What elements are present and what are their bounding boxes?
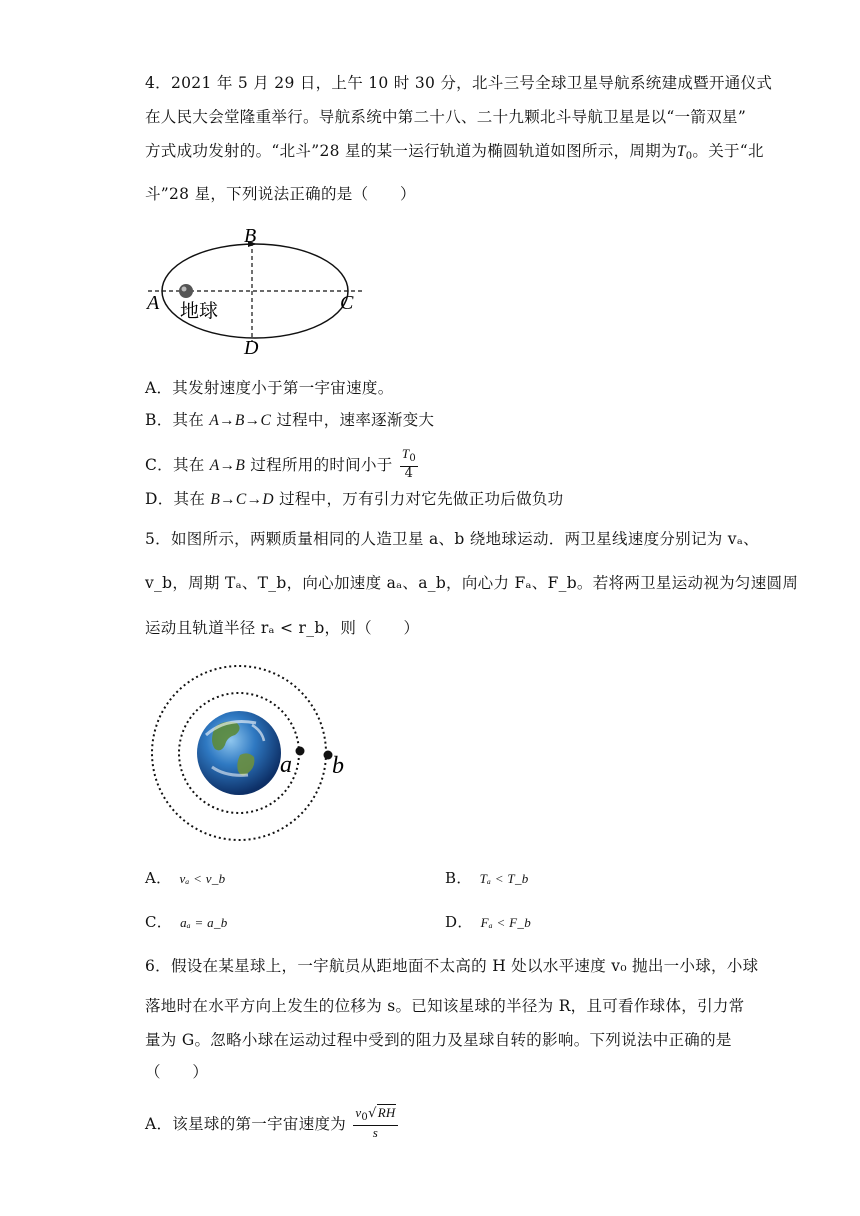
label-b: b [332,753,344,779]
q6-line-1: 6．假设在某星球上，一宇航员从距地面不太高的 H 处以水平速度 v₀ 抛出一小球，小球 [145,957,759,975]
earth-dot [179,284,193,298]
q5-option-b: B． Tₐ < T_b [445,869,529,887]
q6-line-4: （ ） [145,1063,209,1081]
q5-line-1: 5．如图所示，两颗质量相同的人造卫星 a、b 绕地球运动．两卫星线速度分别记为 vₐ、 [145,530,759,548]
label-A: A [147,292,160,314]
label-B: B [244,225,257,247]
q4-option-d: D．其在 B→C→D 过程中，万有引力对它先做正功后做负功 [145,490,564,508]
q4-option-a: A．其发射速度小于第一宇宙速度。 [145,379,394,397]
earth-image [197,711,281,795]
q4-option-c: C．其在 A→B 过程所用的时间小于 $\frac{T_0}{4}$ [145,446,417,481]
q5-option-a: A． vₐ < v_b [145,869,226,887]
q6-line-2: 落地时在水平方向上发生的位移为 s。已知该星球的半径为 R，且可看作球体，引力常 [145,997,745,1015]
q5-line-3: 运动且轨道半径 rₐ < r_b，则（ ） [145,619,420,637]
circular-orbits-diagram [140,655,360,855]
label-a: a [280,752,292,778]
q6-line-3: 量为 G。忽略小球在运动过程中受到的阻力及星球自转的影响。下列说法中正确的是 [145,1031,732,1049]
q4-line-4: 斗”28 星，下列说法正确的是（ ） [145,185,416,203]
label-D: D [244,337,259,359]
q5-line-2: v_b，周期 Tₐ、T_b，向心加速度 aₐ、a_b，向心力 Fₐ、F_b。若将两卫星运动视为匀速圆周 [145,574,799,592]
fraction-first-cosmic-velocity: $\frac{v_0√RH}{s}$ [355,1105,396,1140]
fraction-T0-over-4: $\frac{T_0}{4}$ [401,446,417,481]
q5-option-d: D． Fₐ < F_b [445,913,531,931]
satellite-a [296,747,305,756]
q4-line-1: 4．2021 年 5 月 29 日，上午 10 时 30 分，北斗三号全球卫星导航系统建成暨开通仪式 [145,74,773,92]
q5-option-c: C． aₐ = a_b [145,913,228,931]
q6-option-a: A．该星球的第一宇宙速度为 $\frac{v_0√RH}{s}$ [145,1105,396,1140]
elliptical-orbit-diagram [140,222,370,362]
label-C: C [340,292,354,314]
label-earth: 地球 [180,301,219,322]
q4-line-2: 在人民大会堂隆重举行。导航系统中第二十八、二十九颗北斗导航卫星是以“一箭双星” [145,108,747,126]
q4-line-3: 方式成功发射的。“北斗”28 星的某一运行轨道为椭圆轨道如图所示，周期为$T_0$。关于“北 [145,142,764,162]
q4-option-b: B．其在 A→B→C 过程中，速率逐渐变大 [145,411,435,429]
